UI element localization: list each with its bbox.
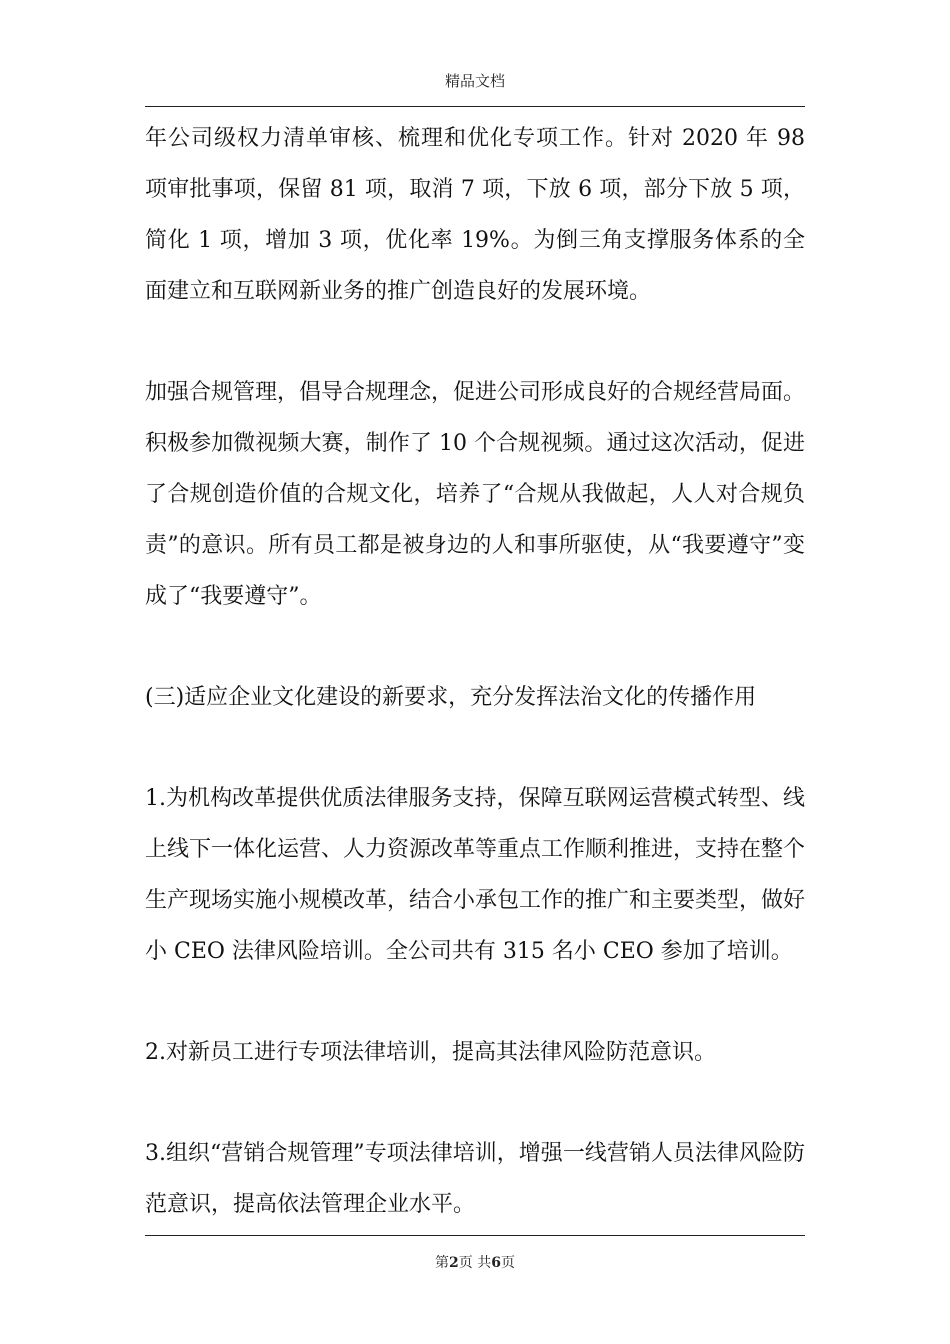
page-header-title: 精品文档 [444, 72, 505, 90]
page-mid: 页 共 [458, 1255, 492, 1271]
paragraph-spacer [145, 977, 805, 1027]
page-suffix: 页 [500, 1255, 515, 1271]
paragraph-item-2: 2.对新员工进行专项法律培训，提高其法律风险防范意识。 [145, 1040, 716, 1065]
paragraph-spacer [145, 1078, 805, 1128]
page-footer [0, 1252, 950, 1272]
header-divider [145, 106, 805, 107]
section-heading: (三)适应企业文化建设的新要求，充分发挥法治文化的传播作用 [145, 685, 757, 710]
paragraph-spacer [145, 723, 805, 773]
paragraph-item-3: 3.组织“营销合规管理”专项法律培训，增强一线营销人员法律风险防范意识，提高依法管理企业水平。 [145, 1141, 805, 1217]
footer-divider [145, 1235, 805, 1236]
document-body [145, 113, 805, 1230]
page-current-number: 2 [449, 1255, 459, 1271]
page-prefix: 第 [435, 1255, 450, 1271]
page-total-number: 6 [491, 1255, 501, 1271]
paragraph-spacer [145, 317, 805, 367]
paragraph-2: 加强合规管理，倡导合规理念，促进公司形成良好的合规经营局面。积极参加微视频大赛，制作了 10 个合规视频。通过这次活动，促进了合规创造价值的合规文化，培养了“合规从我做起，人人对合规负责”的意识。所有员工都是被身边的人和事所驱使，从“我要遵守”变成了“我要遵守”。 [145, 380, 806, 609]
paragraph-1: 年公司级权力清单审核、梳理和优化专项工作。针对 2020 年 98 项审批事项，保留 81 项，取消 7 项，下放 6 项，部分下放 5 项，简化 1 项，增加 3 项，优化率 19%。为倒三角支撑服务体系的全面建立和互联网新业务的推广创造良好的发展环境。 [145, 126, 805, 304]
paragraph-item-1: 1.为机构改革提供优质法律服务支持，保障互联网运营模式转型、线上线下一体化运营、人力资源改革等重点工作顺利推进，支持在整个生产现场实施小规模改革，结合小承包工作的推广和主要类型，做好小 CEO 法律风险培训。全公司共有 315 名小 CEO 参加了培训。 [145, 786, 806, 964]
paragraph-spacer [145, 622, 805, 672]
